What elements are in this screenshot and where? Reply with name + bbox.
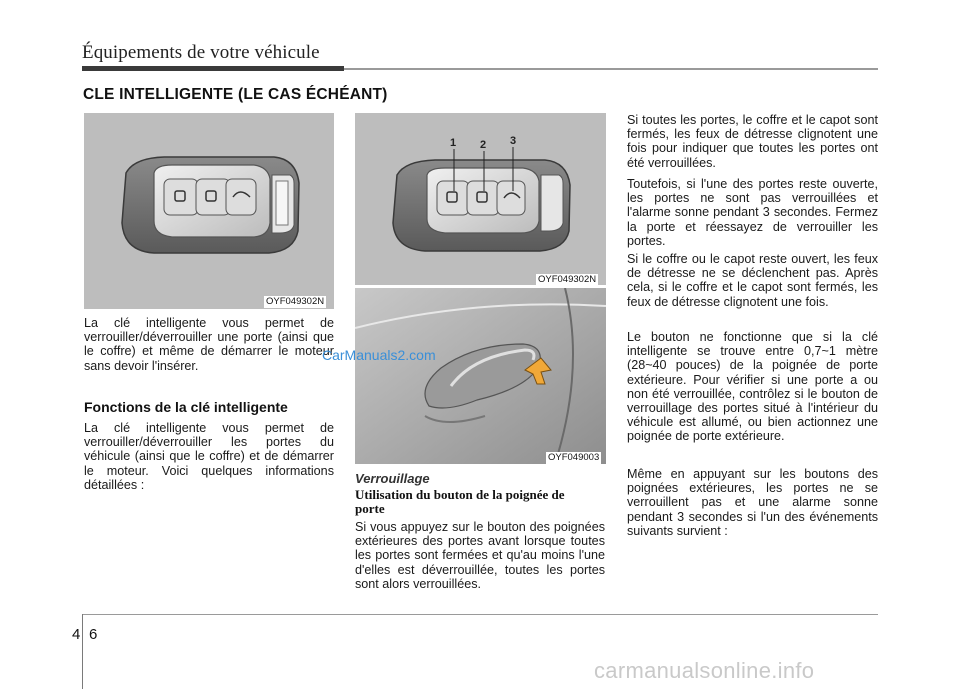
door-open-paragraph: Toutefois, si l'une des portes reste ouverte, les portes ne sont pas verrouillées et l'alarme sonne pendant 3 secondes. Fermez la porte et réessayez de verrouiller les portes. <box>627 177 878 248</box>
intro-paragraph: La clé intelligente vous permet de verrouiller/déverrouiller une porte (ainsi que le coffre) et même de démarrer le moteur sans devoir l'insérer. <box>84 316 334 373</box>
button-number-1: 1 <box>450 137 457 149</box>
footer-divider <box>82 614 83 689</box>
alarm-paragraph: Même en appuyant sur les boutons des poignées extérieures, les portes ne se verrouillent pas et une alarme sonne pendant 3 secondes si l'un des événements suivants survient : <box>627 467 878 538</box>
locking-paragraph: Si vous appuyez sur le bouton des poignées extérieures des portes avant lorsque toutes les portes sont fermées et qu'au moins l'une d'elles est déverrouillée, toutes les portes sont alors verrouillées. <box>355 520 605 591</box>
section-title: CLE INTELLIGENTE (LE CAS ÉCHÉANT) <box>83 86 388 103</box>
locking-heading: Verrouillage <box>355 471 430 486</box>
door-handle-illustration <box>355 288 606 464</box>
image-code-key1: OYF049302N <box>266 296 325 307</box>
smart-key-image <box>84 113 334 309</box>
functions-subheading: Fonctions de la clé intelligente <box>84 399 288 415</box>
image-code-handle: OYF049003 <box>548 452 600 463</box>
button-number-2: 2 <box>480 139 487 151</box>
range-paragraph: Le bouton ne fonctionne que si la clé intelligente se trouve entre 0,7~1 mètre (28~40 pouces) de la poignée de porte extérieure. Pour vérifier si une porte a ou non été verrouillée, contrôlez si le bouton de verrouillage des portes situé à l'intérieur du véhicule est allumé, ou bien actionnez une poignée de porte extérieure. <box>627 330 878 444</box>
hazard-flash-paragraph: Si toutes les portes, le coffre et le capot sont fermés, les feux de détresse clignotent une fois pour indiquer que toutes les portes ont été verrouillées. <box>627 113 878 170</box>
functions-paragraph: La clé intelligente vous permet de verrouiller/déverrouiller les portes du véhicule (ainsi que le coffre) et de démarrer le moteur. Voici quelques informations détaillées : <box>84 421 334 492</box>
button-number-3: 3 <box>510 135 517 147</box>
door-button-heading: Utilisation du bouton de la poignée de porte <box>355 487 565 516</box>
footer-watermark: carmanualsonline.info <box>594 658 815 683</box>
header-rule-dark <box>82 66 344 71</box>
door-handle-image <box>355 288 606 464</box>
header-rule-light <box>344 68 878 70</box>
footer-rule <box>82 614 878 615</box>
trunk-hood-paragraph: Si le coffre ou le capot reste ouvert, les feux de détresse ne se déclenchent pas. Après cela, si le coffre et le capot sont fermés, les feux de détresse clignotent une fois. <box>627 252 878 309</box>
chapter-title: Équipements de votre véhicule <box>82 42 320 63</box>
smart-key-illustration <box>84 113 334 309</box>
watermark-carmanuals: CarManuals2.com <box>322 347 436 363</box>
page-number-page: 6 <box>89 626 98 643</box>
page-number-chapter: 4 <box>72 626 81 643</box>
image-code-key2: OYF049302N <box>538 274 597 285</box>
